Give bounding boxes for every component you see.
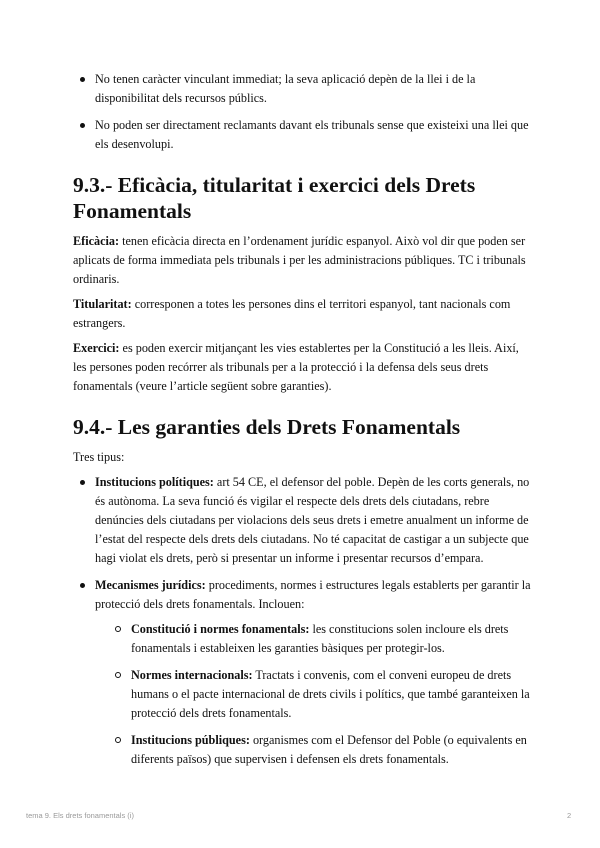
intro-bullet-list [73, 70, 533, 154]
item-text: Tractats i convenis, com el conveni europeu de drets humans o el pacte internacional de drets civils i polítics, que també garanteixen la protecció dels drets fonamentals. [131, 668, 530, 720]
item-text: procediments, normes i estructures legals establerts per garantir la protecció dels drets fonamentals. Inclouen: [95, 578, 531, 611]
page-content [73, 70, 533, 777]
page-number: 2 [567, 811, 572, 820]
list-item-institucions-politiques [73, 473, 533, 568]
term-label: Institucions públiques: [131, 733, 250, 747]
sublist-item [95, 620, 533, 658]
section-heading-9-3: 9.3.- Eficàcia, titularitat i exercici dels Drets Fonamentals [73, 173, 476, 223]
item-text: les constitucions solen incloure els drets fonamentals i estableixen les garanties bàsiques per protegir-los. [131, 622, 509, 655]
term-label: Exercici: [73, 341, 120, 355]
term-label: Constitució i normes fonamentals: [131, 622, 310, 636]
garanties-list [73, 473, 533, 769]
paragraph-text: es poden exercir mitjançant les vies establertes per la Constitució a les lleis. Així, les persones poden recórrer als tribunals per a la protecció i la defensa dels seus drets fonamentals (veure l’article següent sobre garanties). [73, 341, 519, 393]
list-item-mecanismes-juridics [73, 576, 533, 769]
section-heading-9-4: 9.4.- Les garanties dels Drets Fonamentals [73, 415, 461, 439]
paragraph-exercici [73, 339, 533, 396]
list-item: No tenen caràcter vinculant immediat; la seva aplicació depèn de la llei i de la disponibilitat dels recursos públics. [73, 70, 533, 108]
term-label: Mecanismes jurídics: [95, 578, 206, 592]
sublist-item [95, 731, 533, 769]
mecanismes-sublist [95, 620, 533, 769]
term-label: Institucions polítiques: [95, 475, 214, 489]
paragraph-text: corresponen a totes les persones dins el territori espanyol, tant nacionals com estrangers. [73, 297, 511, 330]
section-intro: Tres tipus: [73, 450, 125, 464]
footer-title: tema 9. Els drets fonamentals (i) [26, 811, 134, 820]
item-text: art 54 CE, el defensor del poble. Depèn de les corts generals, no és autònoma. La seva funció és vigilar el respecte dels drets dels ciutadans, rebre denúncies dels ciutadans per violacions dels seus drets i emetre anualment un informe de l’estat del respecte dels drets dels ciutadans. No té capacitat de castigar a un subjecte que hagi violat els drets, però si presentar un informe i presentar recursos d’empara. [95, 475, 530, 565]
paragraph-titularitat [73, 295, 533, 333]
term-label: Titularitat: [73, 297, 132, 311]
list-item: No poden ser directament reclamants davant els tribunals sense que existeixi una llei que els desenvolupi. [73, 116, 533, 154]
term-label: Normes internacionals: [131, 668, 253, 682]
paragraph-text: tenen eficàcia directa en l’ordenament jurídic espanyol. Això vol dir que poden ser aplicats de forma immediata pels tribunals i per les administracions públiques. TC i tribunals ordinaris. [73, 234, 526, 286]
term-label: Eficàcia: [73, 234, 120, 248]
item-text: organismes com el Defensor del Poble (o equivalents en diferents països) que supervisen i defensen els drets fonamentals. [131, 733, 527, 766]
sublist-item [95, 666, 533, 723]
paragraph-eficacia [73, 232, 533, 289]
